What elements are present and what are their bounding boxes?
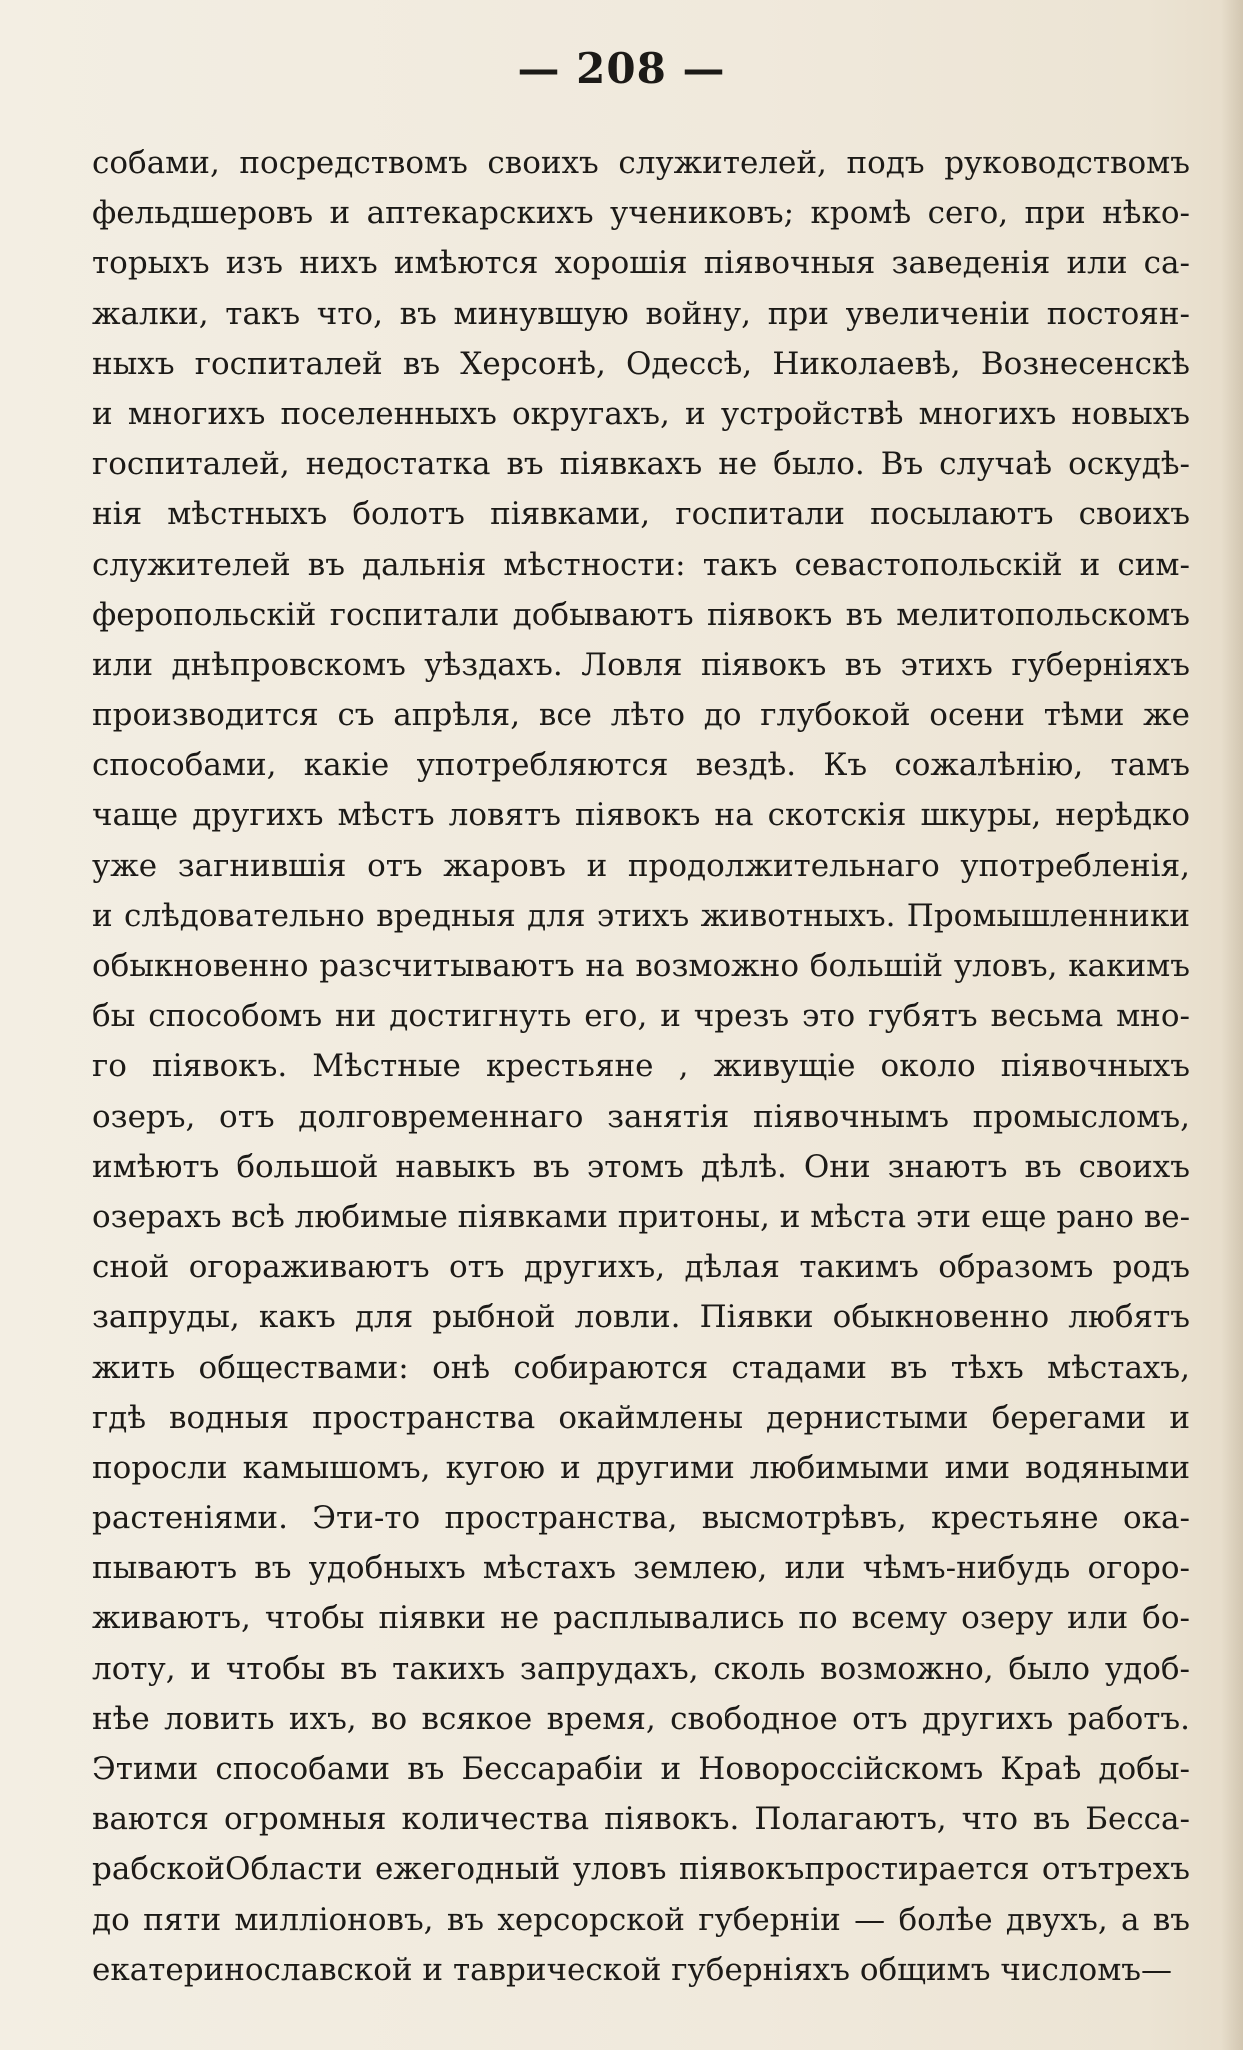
text-line: Этими способами въ Бессарабіи и Новороссійскомъ Краѣ добы- [92, 1751, 1190, 1787]
text-line: гдѣ водныя пространства окаймлены дернистыми берегами и [92, 1399, 1190, 1436]
text-line: озеръ, отъ долговременнаго занятія піявочнымъ промысломъ, [92, 1098, 1190, 1135]
text-line: нѣе ловить ихъ, во всякое время, свободное отъ другихъ работъ. [92, 1700, 1190, 1737]
text-line: производится съ апрѣля, все лѣто до глубокой осени тѣми же [92, 697, 1190, 734]
text-line: ваются огромныя количества піявокъ. Полагаютъ, что въ Бесса- [92, 1801, 1190, 1838]
text-line: го піявокъ. Мѣстные крестьяне , живущіе около піявочныхъ [92, 1048, 1190, 1085]
text-line: имѣютъ большой навыкъ въ этомъ дѣлѣ. Они знаютъ въ своихъ [92, 1148, 1190, 1185]
page-number: — 208 — [517, 44, 726, 93]
page-edge-shadow [1221, 0, 1243, 2050]
text-line: озерахъ всѣ любимые піявками притоны, и мѣста эти еще рано ве- [92, 1198, 1190, 1235]
text-line: живаютъ, чтобы піявки не расплывались по всему озеру или бо- [92, 1600, 1190, 1637]
text-line: бы способомъ ни достигнуть его, и чрезъ это губятъ весьма мно- [92, 998, 1190, 1035]
text-line: екатеринославской и таврической губерніяхъ общимъ числомъ— [92, 1951, 1173, 1988]
text-line: рабскойОбласти ежегодный уловъ піявокъпростирается отътрехъ [92, 1851, 1190, 1888]
text-line: жалки, такъ что, въ минувшую войну, при увеличеніи постоян- [92, 295, 1190, 332]
text-line: ныхъ госпиталей въ Херсонѣ, Одессѣ, Николаевѣ, Вознесенскѣ [92, 345, 1190, 382]
text-line: поросли камышомъ, кугою и другими любимыми ими водяными [92, 1449, 1190, 1486]
text-line: и слѣдовательно вредныя для этихъ животныхъ. Промышленники [92, 897, 1190, 934]
text-line: обыкновенно разсчитываютъ на возможно большій уловъ, какимъ [92, 948, 1190, 984]
text-line: феропольскій госпитали добываютъ піявокъ въ мелитопольскомъ [92, 596, 1190, 633]
text-line: фельдшеровъ и аптекарскихъ учениковъ; кромѣ сего, при нѣко- [92, 195, 1190, 232]
text-line: собами, посредствомъ своихъ служителей, подъ руководствомъ [92, 145, 1190, 181]
text-line: госпиталей, недостатка въ піявкахъ не было. Въ случаѣ оскудѣ- [92, 446, 1190, 483]
text-line: нія мѣстныхъ болотъ піявками, госпитали посылаютъ своихъ [92, 496, 1190, 533]
text-line: или днѣпровскомъ уѣздахъ. Ловля піявокъ въ этихъ губерніяхъ [92, 646, 1190, 683]
body-text [92, 138, 1190, 1995]
text-line: способами, какіе употребляются вездѣ. Къ сожалѣнію, тамъ [92, 747, 1190, 784]
text-line: торыхъ изъ нихъ имѣются хорошія піявочныя заведенія или са- [92, 245, 1190, 282]
text-line: растеніями. Эти-то пространства, высмотрѣвъ, крестьяне ока- [92, 1500, 1190, 1537]
text-line: до пяти милліоновъ, въ херсорской губерніи — болѣе двухъ, а въ [92, 1901, 1190, 1938]
text-line: жить обществами: онѣ собираются стадами въ тѣхъ мѣстахъ, [92, 1349, 1190, 1386]
text-line: уже загнившія отъ жаровъ и продолжительнаго употребленія, [92, 847, 1190, 884]
text-line: служителей въ дальнія мѣстности: такъ севастопольскій и сим- [92, 546, 1190, 583]
text-line: чаще другихъ мѣстъ ловятъ піявокъ на скотскія шкуры, нерѣдко [92, 797, 1190, 834]
text-line: сной огораживаютъ отъ другихъ, дѣлая такимъ образомъ родъ [92, 1249, 1190, 1286]
text-line: запруды, какъ для рыбной ловли. Піявки обыкновенно любятъ [92, 1299, 1190, 1336]
text-line: и многихъ поселенныхъ округахъ, и устройствѣ многихъ новыхъ [92, 395, 1190, 432]
text-line: пываютъ въ удобныхъ мѣстахъ землею, или чѣмъ-нибудь огоро- [92, 1550, 1190, 1587]
text-line: лоту, и чтобы въ такихъ запрудахъ, сколь возможно, было удоб- [92, 1650, 1190, 1687]
